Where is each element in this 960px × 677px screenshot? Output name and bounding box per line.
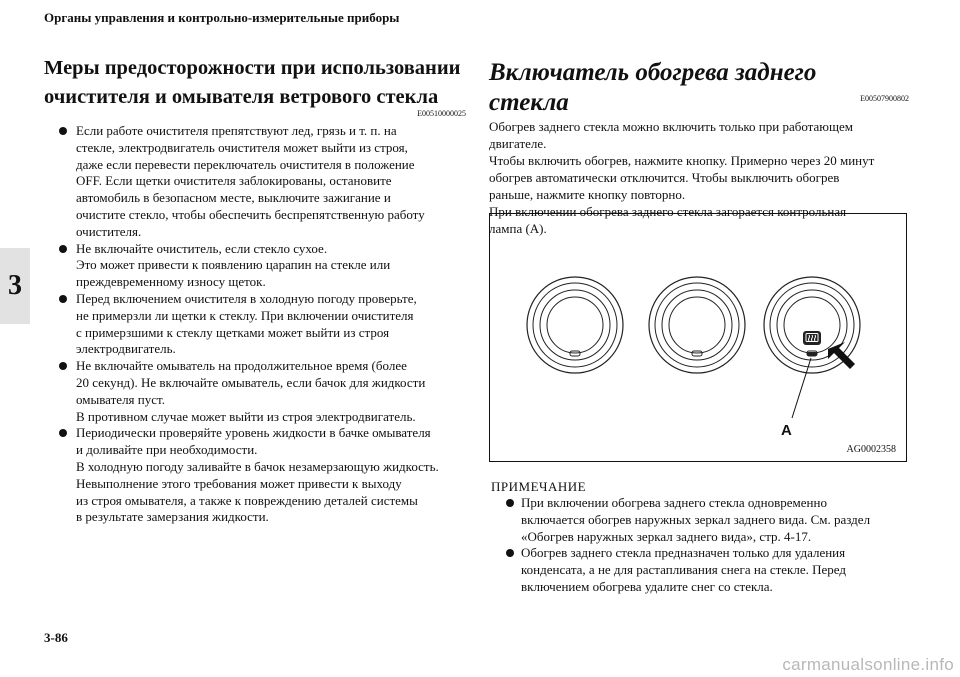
list-item [491,545,911,595]
list-item-line: Обогрев заднего стекла предназначен только для удаления [521,545,846,561]
list-item-line: Это может привести к появлению царапин на стекле или [76,257,391,273]
list-item-line: 20 секунд). Не включайте омыватель, если бачок для жидкости [76,374,426,390]
list-item-line: Периодически проверяйте уровень жидкости в бачке омывателя [76,425,431,441]
list-item-line: Не включайте омыватель на продолжительное время (более [76,358,407,374]
section-title [44,54,466,112]
list-item [44,425,466,526]
paragraph-line: Обогрев заднего стекла можно включить только при работающем [489,119,854,134]
rear-defogger-section [489,58,909,237]
paragraph-line: обогрев автоматически отключится. Чтобы выключить обогрев [489,170,840,185]
leader-line-a [792,358,811,418]
wiper-precautions-section [44,54,466,526]
section-title-line-1: Меры предосторожности при использовании [44,57,461,79]
paragraph-line: Чтобы включить обогрев, нажмите кнопку. Примерно через 20 минут [489,153,875,168]
list-item [44,241,466,291]
list-item-line: включается обогрев наружных зеркал заднего вида. См. раздел [521,511,871,527]
press-arrow-icon [828,342,855,369]
paragraph-line: лампа (A). [489,221,547,236]
list-item-line: стекле, электродвигатель очистителя может выйти из строя, [76,139,408,155]
running-header: Органы управления и контрольно-измерительные приборы [44,10,400,25]
list-item-line: автомобиль в безопасном месте, выключите зажигание и [76,190,391,206]
figure-label-a: A [781,422,792,439]
list-item-line: омывателя пуст. [76,391,165,407]
paragraph-line: При включении обогрева заднего стекла загорается контрольная [489,204,847,219]
paragraph-line: раньше, нажмите кнопку повторно. [489,187,686,202]
note-section [491,478,911,596]
list-item-line: преждевременному износу щеток. [76,274,266,290]
list-item-line: не примерзли ли щетки к стеклу. При включении очистителя [76,307,414,323]
section-code: E00510000025 [417,109,466,118]
list-item-line: OFF. Если щетки очистителя заблокированы, остановите [76,173,392,189]
center-dial [649,277,745,373]
watermark: carmanualsonline.info [782,655,954,674]
list-item-line: электродвигатель. [76,341,176,357]
rear-defogger-code: E00507900802 [860,94,909,103]
list-item-line: В противном случае может выйти из строя электродвигатель. [76,408,416,424]
paragraph-line: двигателе. [489,136,547,151]
list-item [44,123,466,241]
list-item-line: даже если перевести переключатель очистителя в положение [76,156,415,172]
list-item-line: Невыполнение этого требования может привести к выходу [76,475,402,491]
list-item [44,358,466,425]
note-title: ПРИМЕЧАНИЕ [491,479,587,494]
page-number: 3-86 [44,630,68,645]
list-item-line: Если работе очистителя препятствуют лед, грязь и т. п. на [76,123,397,138]
list-item-line: Не включайте очиститель, если стекло сухое. [76,240,328,256]
list-item-line: При включении обогрева заднего стекла одновременно [521,495,827,510]
list-item-line: В холодную погоду заливайте в бачок незамерзающую жидкость. [76,458,439,474]
list-item-line: очистителя. [76,223,142,239]
figure-code: AG0002358 [846,444,896,455]
rear-defogger-title: Включатель обогрева заднего стекла [489,59,817,116]
list-item-line: «Обогрев наружных зеркал заднего вида», стр. 4-17. [521,528,812,544]
control-dials-illustration [490,214,908,463]
list-item-line: Перед включением очистителя в холодную погоду проверьте, [76,290,417,306]
indicator-lamp-a [807,352,817,356]
list-item [491,495,911,545]
list-item-line: из строя омывателя, а также к повреждению деталей системы [76,492,418,508]
chapter-tab [0,248,30,324]
precautions-list [44,123,466,526]
list-item [44,291,466,358]
list-item-line: конденсата, а не для растапливания снега на стекле. Перед [521,562,847,578]
list-item-line: с примерзшими к стеклу щетками может выйти из строя [76,324,390,340]
list-item-line: в результате замерзания жидкости. [76,509,269,525]
section-title-line-2: очистителя и омывателя ветрового стекла [44,86,439,108]
list-item-line: очистите стекло, чтобы обеспечить беспрепятственную работу [76,206,425,222]
control-panel-figure [489,213,907,462]
list-item-line: включением обогрева удалите снег со стекла. [521,578,773,594]
list-item-line: и доливайте при необходимости. [76,442,258,458]
left-dial [527,277,623,373]
chapter-number: 3 [8,270,22,301]
note-list [491,495,911,596]
rear-defogger-title-row [489,58,909,118]
